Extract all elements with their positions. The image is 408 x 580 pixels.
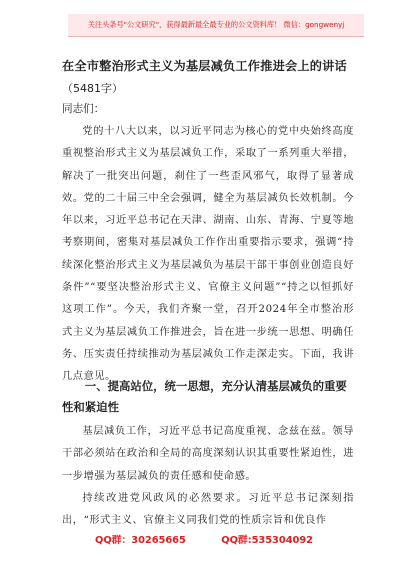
- header-banner-text: 关注头条号"公文研究"，获得最新最全最专业的公文资料库！ 微信：gongwenyj: [87, 20, 345, 29]
- section-heading-1: 一、提高站位，统一思想，充分认清基层减负的重要性和紧迫性: [62, 379, 347, 414]
- footer-qq-group-1: QQ群：30265665: [95, 535, 186, 546]
- word-count: （5481字）: [62, 82, 123, 95]
- paragraph-intro: 党的十八大以来，以习近平同志为核心的党中央始终高度重视整治形式主义为基层减负工作，采取了一系列重大举措，解决了一批突出问题，刹住了一些歪风邪气，取得了显著成效。党的二十届三中全会强调，健全为基层减负长效机制。今年以来，习近平总书记在天津、湖南、山东、青海、宁夏等地考察期间，密集对基层减负工作作出重要指示要求，强调“持续深化整治形式主义为基层减负为基层干部干事创业创造良好条件”“要坚决整治形式主义、官僚主义问题”“持之以恒抓好这项工作”。今天，我们齐聚一堂，召开2024年全市整治形式主义为基层减负工作推进会，旨在进一步统一思想、明确任务、压实责任持续推动为基层减负工作走深走实。下面，我讲几点意见。: [62, 126, 354, 383]
- paragraph-section-1: 基层减负工作，习近平总书记高度重视、念兹在兹。领导干部必须站在政治和全局的高度深刻认识其重要性紧迫性，进一步增强为基层减负的责任感和使命感。: [62, 426, 354, 482]
- paragraph-section-1b: 持续改进党风政风的必然要求。习近平总书记深刻指出，“形式主义、官僚主义同我们党的性质宗旨和优良作: [62, 493, 354, 527]
- salutation: 同志们：: [62, 103, 105, 115]
- footer-qq-group-2: QQ群:535304092: [221, 535, 313, 546]
- header-banner: [68, 14, 364, 37]
- footer: [0, 532, 408, 546]
- document-title: 在全市整治形式主义为基层减负工作推进会上的讲话: [62, 59, 347, 73]
